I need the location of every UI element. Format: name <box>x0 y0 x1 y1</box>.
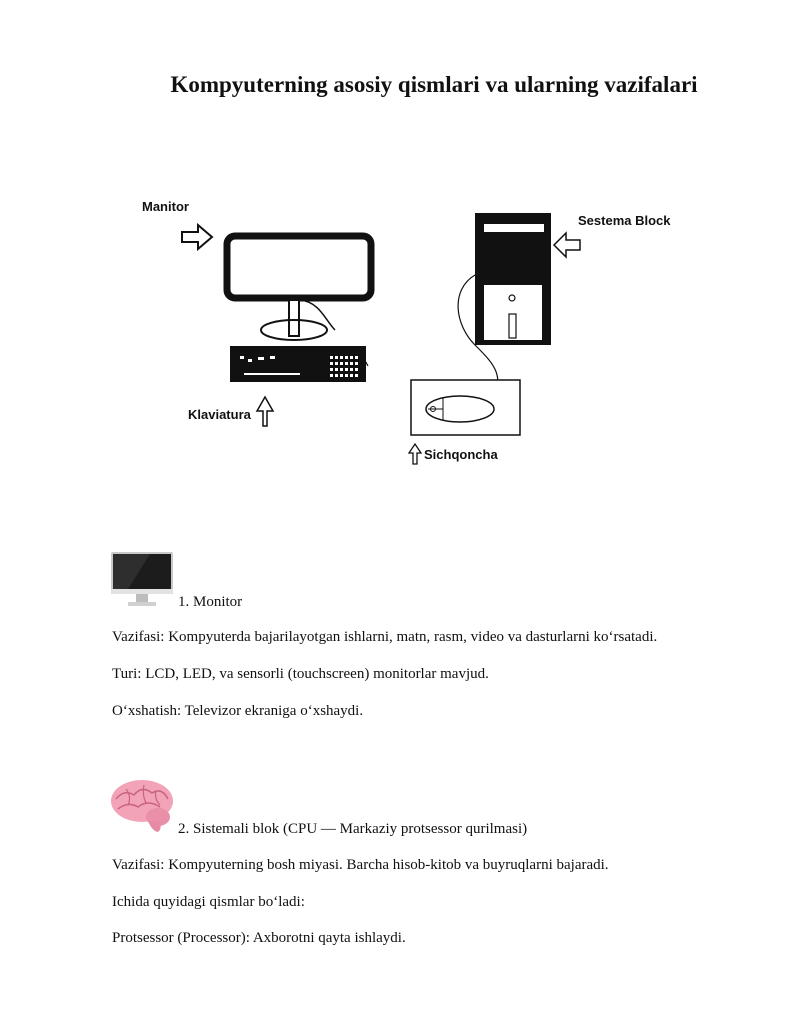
keyboard-drawing <box>230 346 368 382</box>
system-block-label: Sestema Block <box>578 213 671 228</box>
monitor-drawing <box>227 236 371 340</box>
keyboard-label: Klaviatura <box>188 407 251 422</box>
paragraph: Vazifasi: Kompyuterda bajarilayotgan ishlarni, matn, rasm, video va dasturlarni ko‘rsatadi. <box>112 629 658 645</box>
computer-parts-diagram <box>130 180 690 480</box>
section-heading-system-block: 2. Sistemali blok (CPU — Markaziy protsessor qurilmasi) <box>178 821 528 837</box>
monitor-icon <box>110 551 174 609</box>
monitor-label: Manitor <box>142 199 189 214</box>
paragraph: Turi: LCD, LED, va sensorli (touchscreen) monitorlar mavjud. <box>112 666 489 682</box>
paragraph: Ichida quyidagi qismlar bo‘ladi: <box>112 894 305 910</box>
system-block-drawing <box>475 213 551 345</box>
keyboard-arrow-icon <box>257 397 273 426</box>
system-block-arrow-icon <box>554 233 580 257</box>
monitor-arrow-icon <box>182 225 212 249</box>
mouse-drawing <box>411 380 520 435</box>
page-title: Kompyuterning asosiy qismlari va ularning vazifalari <box>170 72 698 97</box>
mouse-arrow-icon <box>409 444 421 464</box>
mouse-label: Sichqoncha <box>424 447 498 462</box>
paragraph: Vazifasi: Kompyuterning bosh miyasi. Barcha hisob-kitob va buyruqlarni bajaradi. <box>112 857 609 873</box>
brain-icon <box>108 777 176 835</box>
section-heading-monitor: 1. Monitor <box>178 594 243 610</box>
paragraph: O‘xshatish: Televizor ekraniga o‘xshaydi. <box>112 703 364 719</box>
paragraph: Protsessor (Processor): Axborotni qayta ishlaydi. <box>112 930 406 946</box>
